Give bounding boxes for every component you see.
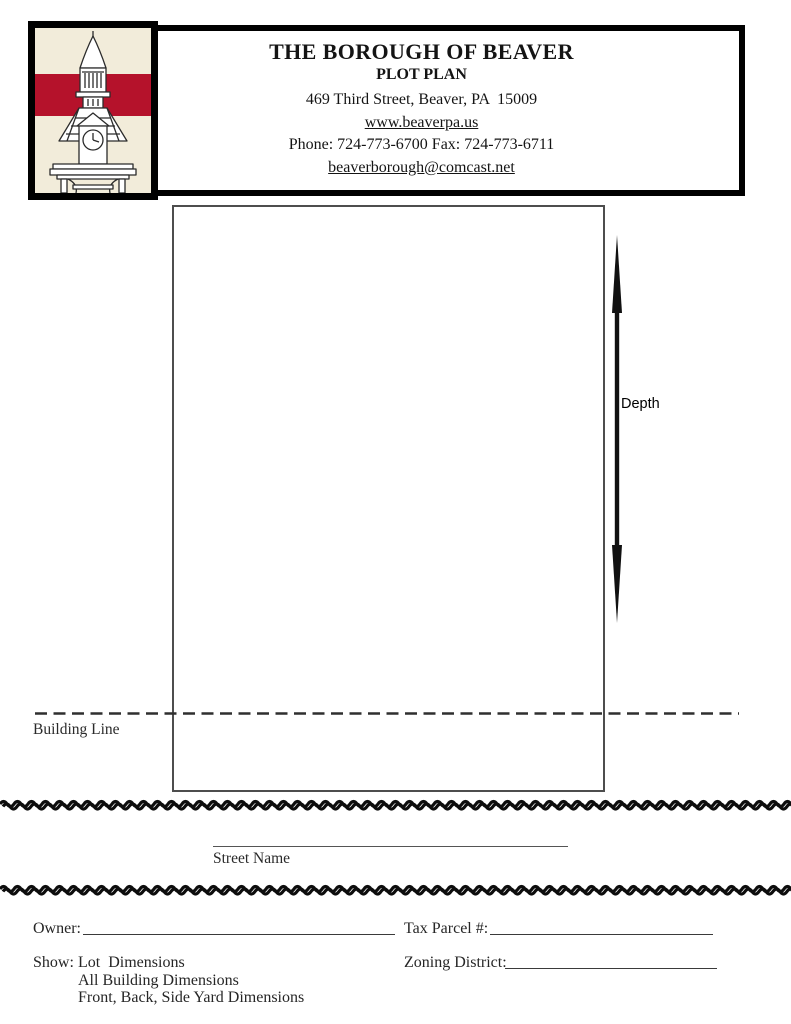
- show-item-yard-dimensions: Front, Back, Side Yard Dimensions: [78, 989, 305, 1006]
- plot-area: [172, 205, 605, 792]
- header-box: [152, 25, 745, 196]
- show-label: Show:: [33, 954, 74, 971]
- doc-title: PLOT PLAN: [376, 66, 467, 83]
- tax-parcel-label: Tax Parcel #:: [404, 920, 489, 937]
- address-line: 469 Third Street, Beaver, PA 15009: [305, 91, 538, 108]
- owner-label: Owner:: [33, 920, 81, 937]
- website-link[interactable]: www.beaverpa.us: [364, 113, 479, 131]
- header-text: [164, 39, 679, 179]
- clock-tower-icon: [35, 28, 151, 193]
- owner-blank-line: [83, 919, 395, 935]
- org-name: THE BOROUGH OF BEAVER: [269, 39, 574, 64]
- street-edge-line-bottom: [0, 883, 791, 896]
- borough-logo: [28, 21, 158, 200]
- building-line: [35, 711, 739, 716]
- street-edge-line-top: [0, 798, 791, 811]
- show-item-lot-dimensions: Lot Dimensions: [78, 954, 185, 971]
- depth-arrow-icon: [608, 233, 626, 625]
- street-name-label: Street Name: [213, 850, 291, 867]
- zoning-district-blank-line: [505, 953, 717, 969]
- depth-label: Depth: [621, 396, 660, 412]
- phone-fax-line: Phone: 724-773-6700 Fax: 724-773-6711: [288, 136, 555, 153]
- tax-parcel-blank-line: [490, 919, 713, 935]
- street-name-blank-line: [213, 846, 568, 847]
- show-item-building-dimensions: All Building Dimensions: [78, 971, 239, 989]
- building-line-label: Building Line: [33, 721, 120, 738]
- show-items: [78, 954, 304, 1007]
- email-link[interactable]: beaverborough@comcast.net: [328, 158, 515, 176]
- zoning-district-label: Zoning District:: [404, 954, 507, 971]
